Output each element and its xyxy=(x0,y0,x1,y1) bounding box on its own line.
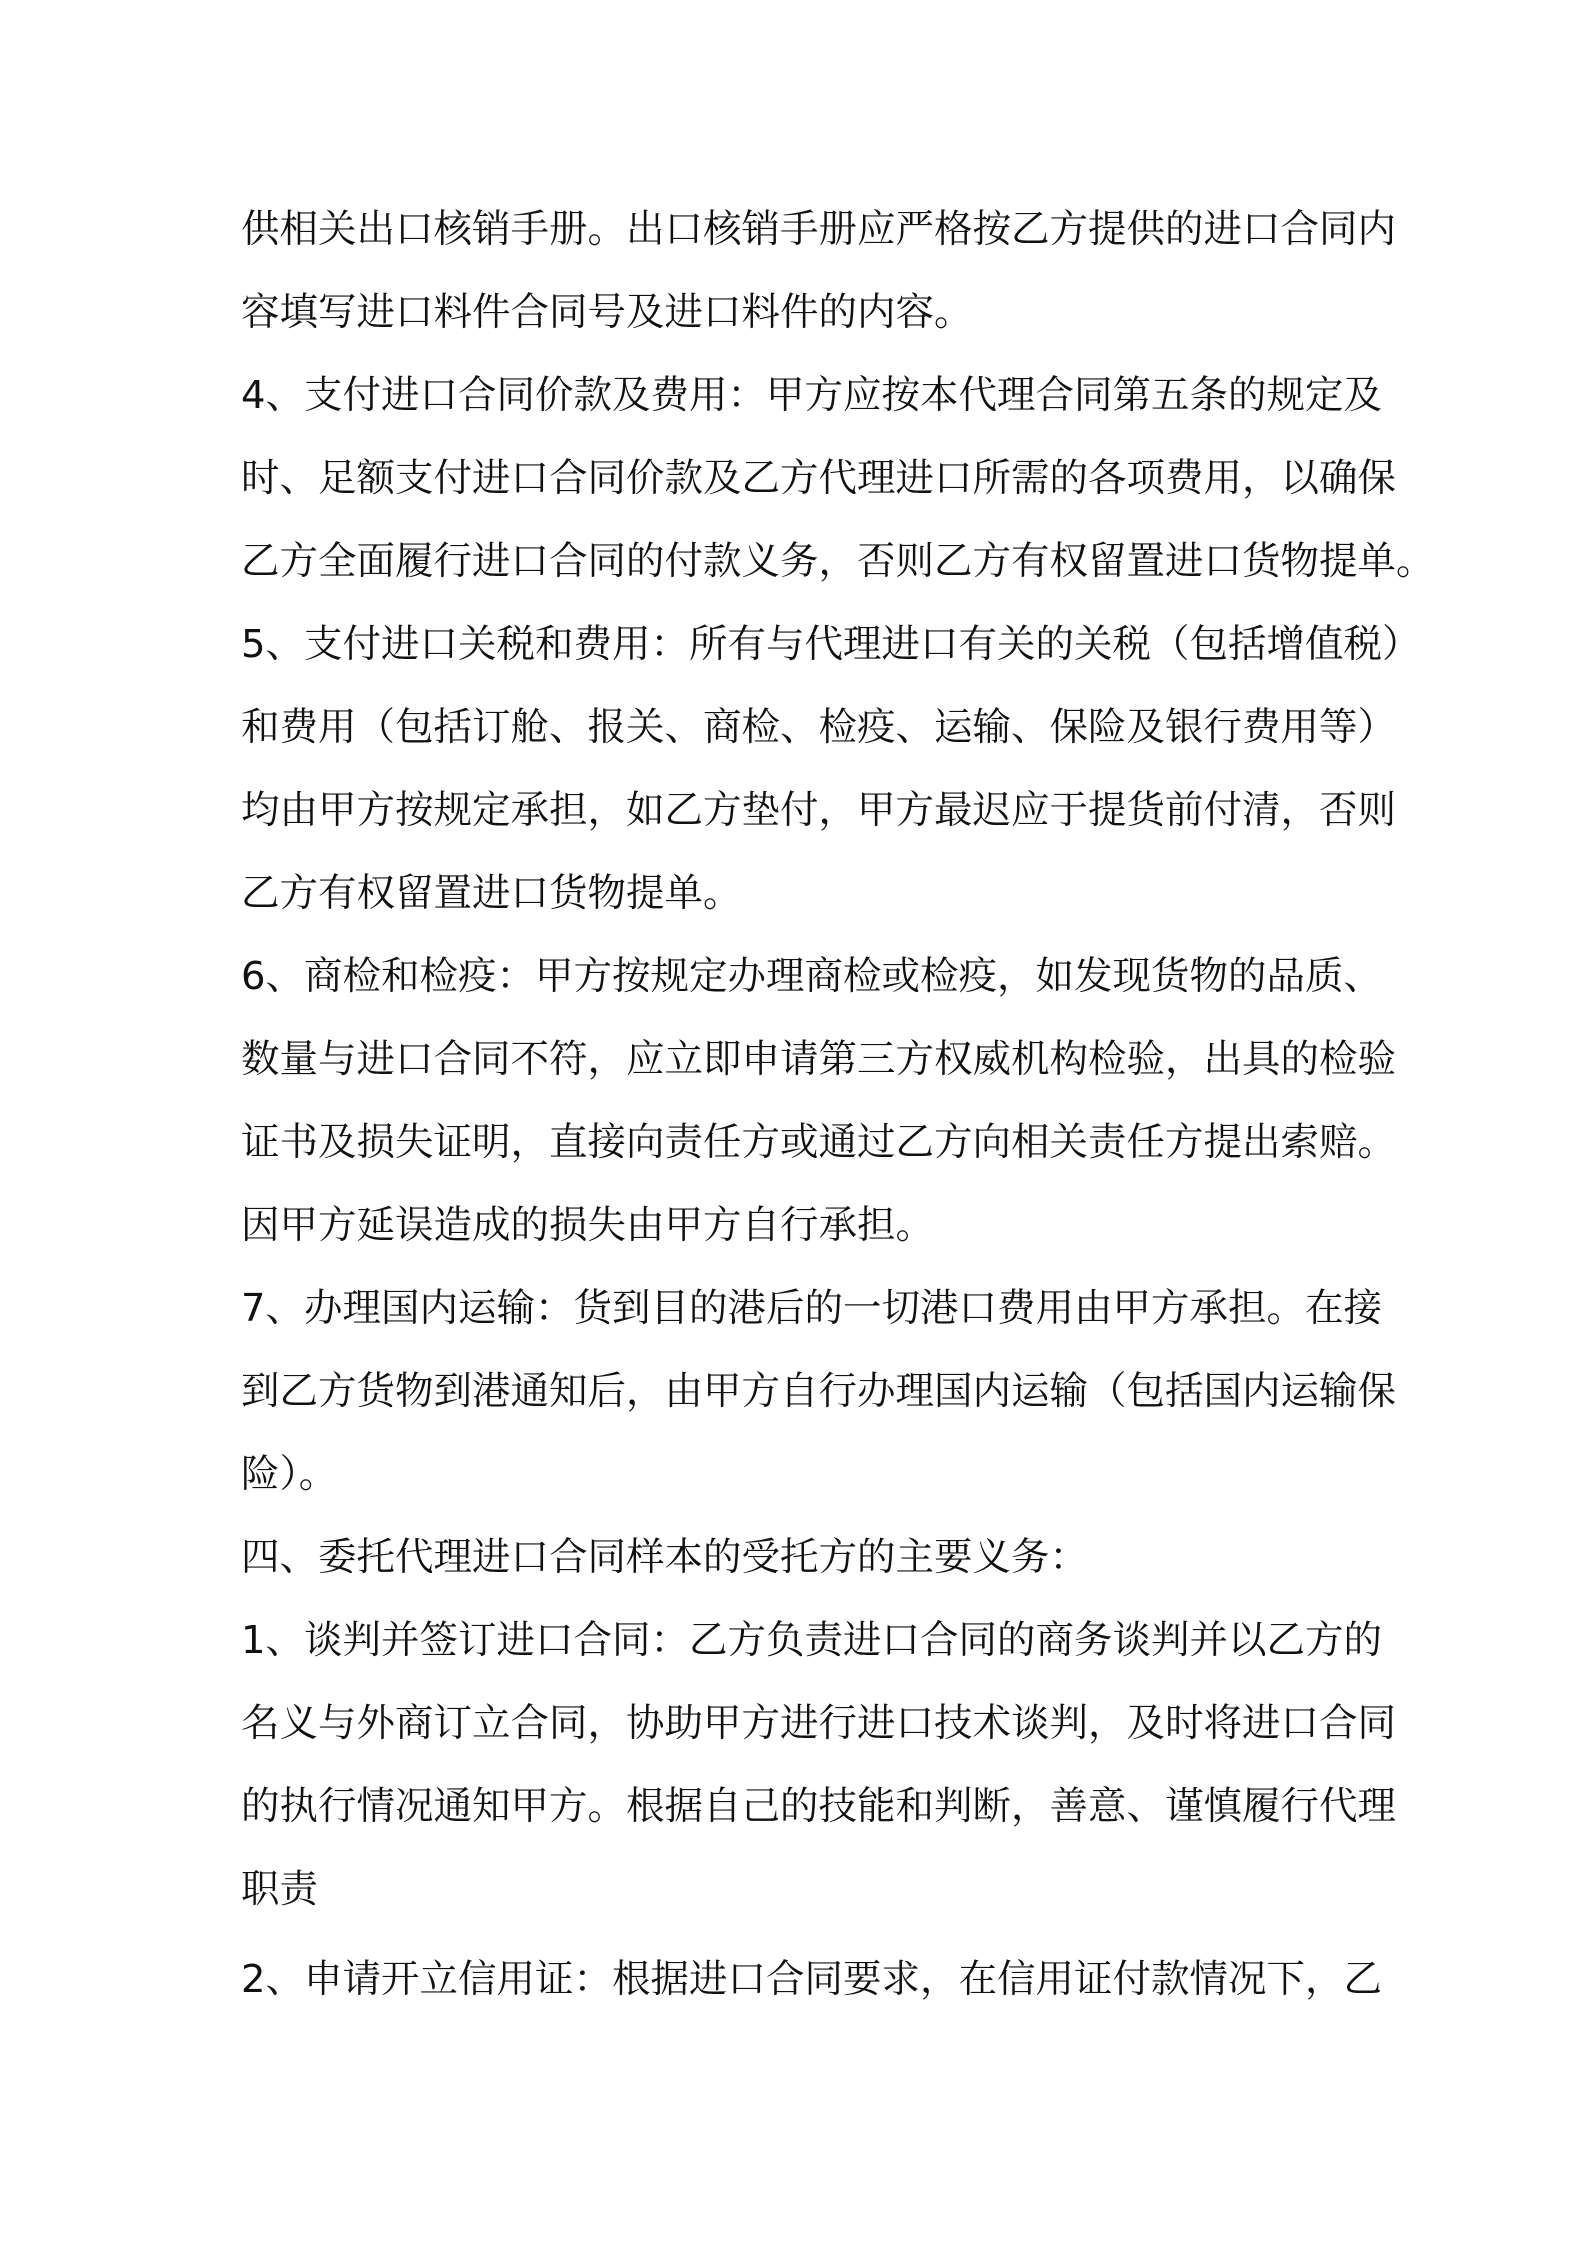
text-line: 5、支付进口关税和费用：所有与代理进口有关的关税（包括增值税） xyxy=(241,622,1421,667)
text-line: 数量与进口合同不符，应立即申请第三方权威机构检验，出具的检验 xyxy=(241,1037,1397,1082)
text-line: 6、商检和检疫：甲方按规定办理商检或检疫，如发现货物的品质、 xyxy=(241,954,1382,999)
text-line: 4、支付进口合同价款及费用：甲方应按本代理合同第五条的规定及 xyxy=(241,373,1382,418)
text-line: 1、谈判并签订进口合同：乙方负责进口合同的商务谈判并以乙方的 xyxy=(241,1618,1382,1663)
text-line: 到乙方货物到港通知后，由甲方自行办理国内运输（包括国内运输保 xyxy=(241,1369,1397,1414)
text-line: 时、足额支付进口合同价款及乙方代理进口所需的各项费用，以确保 xyxy=(241,456,1397,501)
text-line: 乙方有权留置进口货物提单。 xyxy=(241,871,742,916)
text-line: 容填写进口料件合同号及进口料件的内容。 xyxy=(241,290,973,335)
text-line: 因甲方延误造成的损失由甲方自行承担。 xyxy=(241,1203,935,1248)
text-line: 险）。 xyxy=(241,1452,338,1497)
text-line: 和费用（包括订舱、报关、商检、检疫、运输、保险及银行费用等） xyxy=(241,705,1397,750)
text-line: 乙方全面履行进口合同的付款义务，否则乙方有权留置进口货物提单。 xyxy=(241,539,1435,584)
text-line: 名义与外商订立合同，协助甲方进行进口技术谈判，及时将进口合同 xyxy=(241,1701,1397,1746)
text-line: 均由甲方按规定承担，如乙方垫付，甲方最迟应于提货前付清，否则 xyxy=(241,788,1397,833)
text-line: 的执行情况通知甲方。根据自己的技能和判断，善意、谨慎履行代理 xyxy=(241,1784,1397,1829)
document-body xyxy=(241,200,1435,2033)
section-heading: 四、委托代理进口合同样本的受托方的主要义务： xyxy=(241,1535,1089,1580)
text-line: 证书及损失证明，直接向责任方或通过乙方向相关责任方提出索赔。 xyxy=(241,1120,1397,1165)
text-line: 供相关出口核销手册。出口核销手册应严格按乙方提供的进口合同内 xyxy=(241,207,1397,252)
text-line: 职责 xyxy=(241,1867,319,1912)
text-line: 2、申请开立信用证：根据进口合同要求，在信用证付款情况下，乙 xyxy=(241,1957,1382,2002)
text-line: 7、办理国内运输：货到目的港后的一切港口费用由甲方承担。在接 xyxy=(241,1286,1382,1331)
